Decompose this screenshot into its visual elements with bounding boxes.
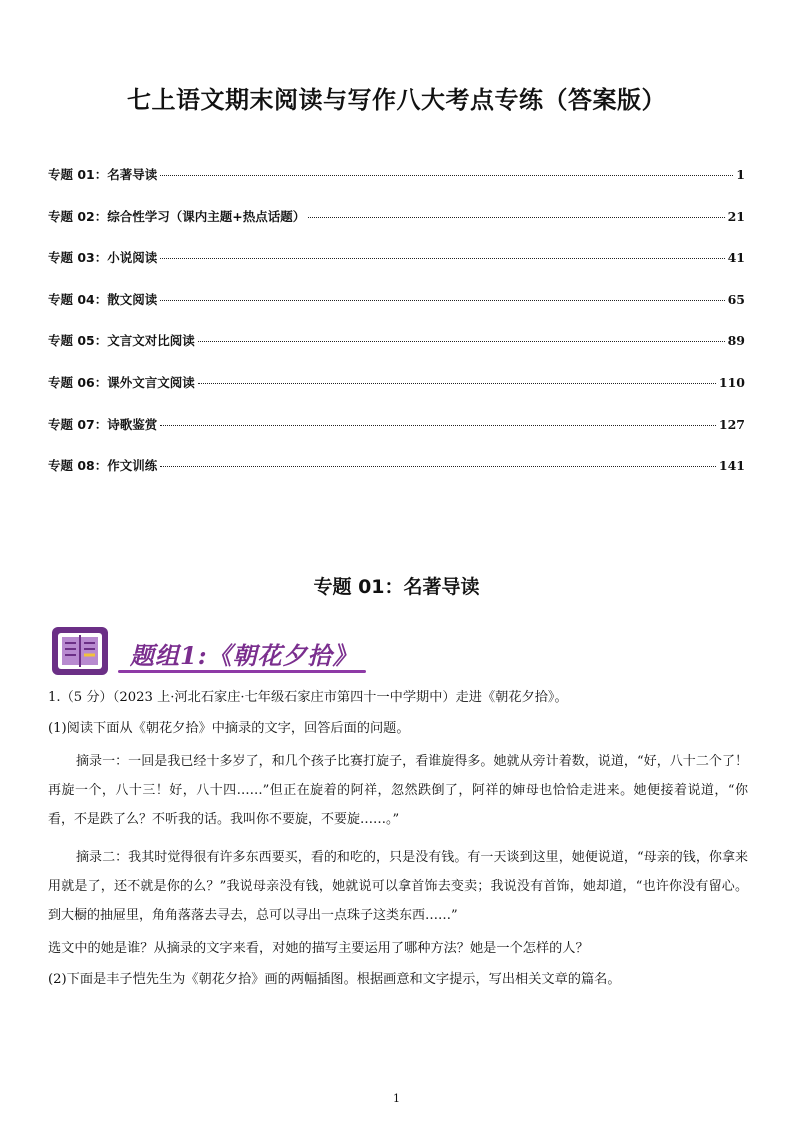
group-banner-title: 题组1:《朝花夕拾》 xyxy=(130,641,358,670)
toc-entry[interactable] xyxy=(48,331,745,373)
toc-entry[interactable] xyxy=(48,373,745,415)
excerpt-1: 摘录一：一回是我已经十多岁了，和几个孩子比赛打旋子，看谁旋得多。她就从旁计着数，说道，“好，八十二个了！再旋一个，八十三！好，八十四……”但正在旋着的阿祥，忽然跌倒了，阿祥的婶母也恰恰走进来。她便接着说道，“你看，不是跌了么？不听我的话。我叫你不要旋，不要旋……。” xyxy=(48,754,748,827)
toc-leader-dots xyxy=(160,300,724,301)
toc-entry-label: 专题 05：文言文对比阅读 xyxy=(48,333,195,349)
toc-leader-dots xyxy=(160,258,724,259)
toc-entry-page: 127 xyxy=(718,416,745,432)
question-sub2: (2)下面是丰子恺先生为《朝花夕拾》画的两幅插图。根据画意和文字提示，写出相关文章的篇名。 xyxy=(48,972,621,987)
toc-leader-dots xyxy=(160,466,716,467)
toc-entry-label: 专题 01：名著导读 xyxy=(48,167,158,182)
toc-leader-dots xyxy=(198,341,725,342)
toc-leader-dots xyxy=(160,175,733,176)
toc-entry-page: 89 xyxy=(727,333,745,349)
page-number: 1 xyxy=(393,1092,400,1105)
book-icon xyxy=(52,627,108,675)
toc-entry-label: 专题 03：小说阅读 xyxy=(48,250,158,266)
excerpt-2: 摘录二：我其时觉得很有许多东西要买，看的和吃的，只是没有钱。有一天谈到这里，她便说道，“母亲的钱，你拿来用就是了，还不就是你的么？”我说母亲没有钱，她就说可以拿首饰去变卖；我说没有首饰，她却道，“也许你没有留心。到大橱的抽屉里，角角落落去寻去，总可以寻出一点珠子这类东西……” xyxy=(48,850,748,923)
toc-entry[interactable] xyxy=(48,415,745,457)
table-of-contents xyxy=(48,165,745,498)
document-title: 七上语文期末阅读与写作八大考点专练（答案版） xyxy=(127,86,666,114)
toc-entry-page: 65 xyxy=(727,291,745,307)
toc-entry-page: 110 xyxy=(718,374,745,390)
toc-entry-label: 专题 04：散文阅读 xyxy=(48,291,158,307)
toc-entry-page: 1 xyxy=(736,167,745,182)
toc-entry-page: 41 xyxy=(727,250,745,266)
banner-underline xyxy=(118,670,366,673)
toc-entry[interactable] xyxy=(48,207,745,249)
toc-entry-label: 专题 02：综合性学习（课内主题+热点话题） xyxy=(48,208,306,224)
toc-entry-page: 21 xyxy=(727,208,745,224)
toc-entry[interactable] xyxy=(48,248,745,290)
toc-leader-dots xyxy=(160,425,716,426)
question-ask1: 选文中的她是谁？从摘录的文字来看，对她的描写主要运用了哪种方法？她是一个怎样的人？ xyxy=(48,941,589,956)
toc-entry[interactable] xyxy=(48,456,745,498)
section-title: 专题 01：名著导读 xyxy=(313,576,480,598)
toc-entry[interactable] xyxy=(48,165,745,207)
toc-leader-dots xyxy=(308,217,724,218)
question-sub1: (1)阅读下面从《朝花夕拾》中摘录的文字，回答后面的问题。 xyxy=(48,721,410,736)
toc-entry-page: 141 xyxy=(718,458,745,474)
question-header: 1.（5 分）（2023 上·河北石家庄·七年级石家庄市第四十一中学期中）走进《朝花夕拾》。 xyxy=(48,690,568,705)
toc-leader-dots xyxy=(198,383,716,384)
toc-entry[interactable] xyxy=(48,290,745,332)
toc-entry-label: 专题 06：课外文言文阅读 xyxy=(48,374,195,390)
toc-entry-label: 专题 08：作文训练 xyxy=(48,458,158,474)
toc-entry-label: 专题 07：诗歌鉴赏 xyxy=(48,416,158,432)
